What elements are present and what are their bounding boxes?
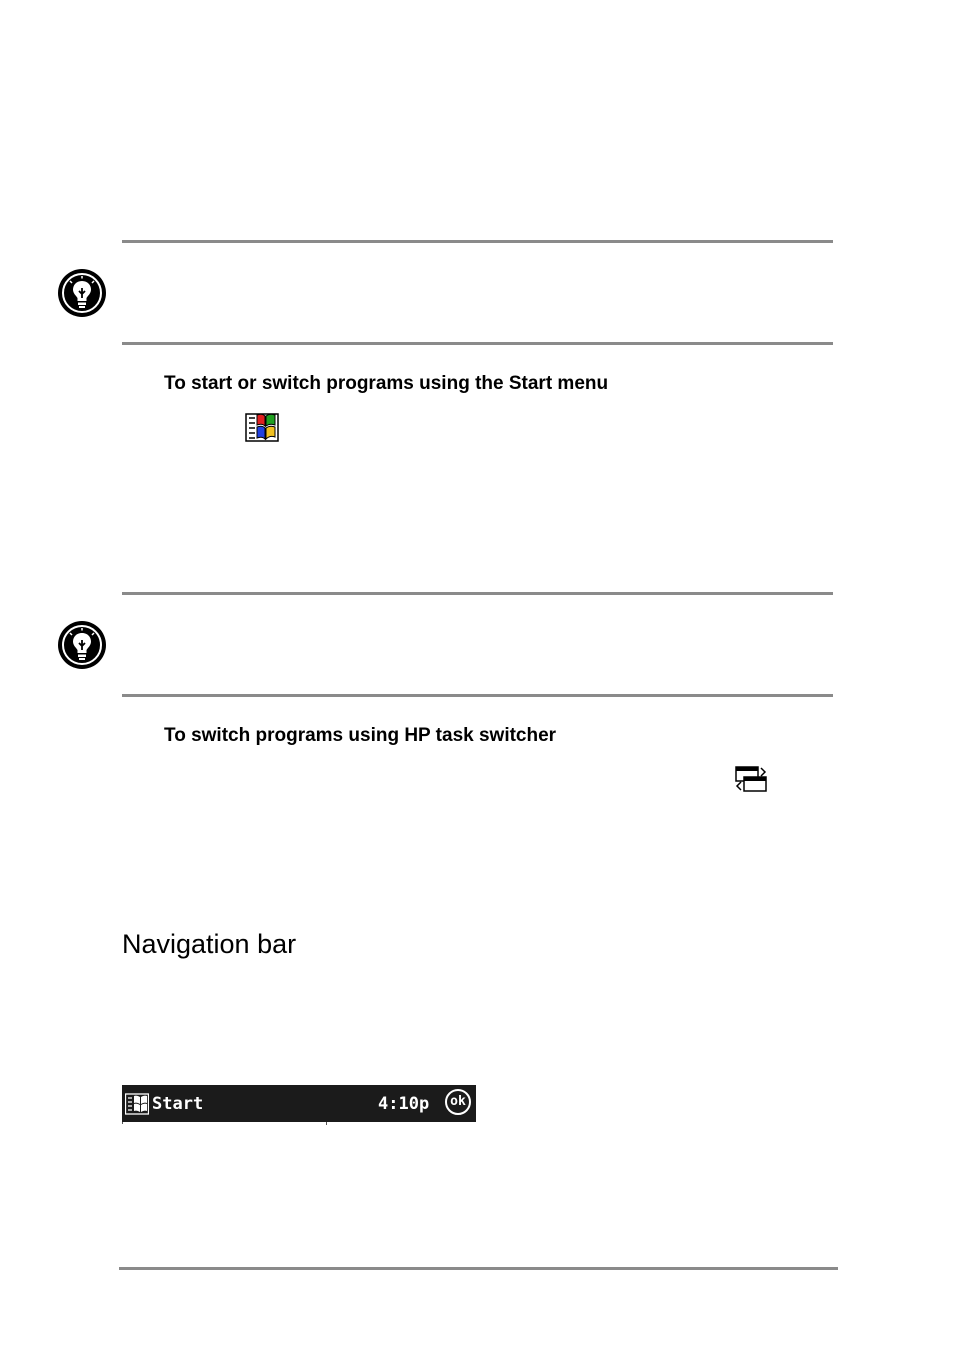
lightbulb-tip-icon [57,620,107,670]
task-switcher-icon [735,765,767,793]
navbar-tick [326,1122,327,1125]
start-menu-button[interactable]: Start [152,1094,204,1114]
ok-button[interactable]: ok [445,1089,471,1115]
section-title: Navigation bar [122,929,297,959]
procedure-heading-start-menu: To start or switch programs using the Start menu [164,373,609,394]
footer-rule [119,1267,838,1270]
start-flag-icon [245,411,279,443]
navigation-bar [122,1085,476,1122]
procedure-heading-task-switcher: To switch programs using HP task switcher [164,725,557,746]
tip-bottom-rule [122,694,833,697]
navbar-edge [122,1122,123,1124]
start-flag-icon[interactable] [125,1093,149,1115]
clock[interactable]: 4:10p [378,1094,430,1114]
tip-top-rule [122,592,833,595]
lightbulb-tip-icon [57,268,107,318]
tip-top-rule [122,240,833,243]
tip-bottom-rule [122,342,833,345]
